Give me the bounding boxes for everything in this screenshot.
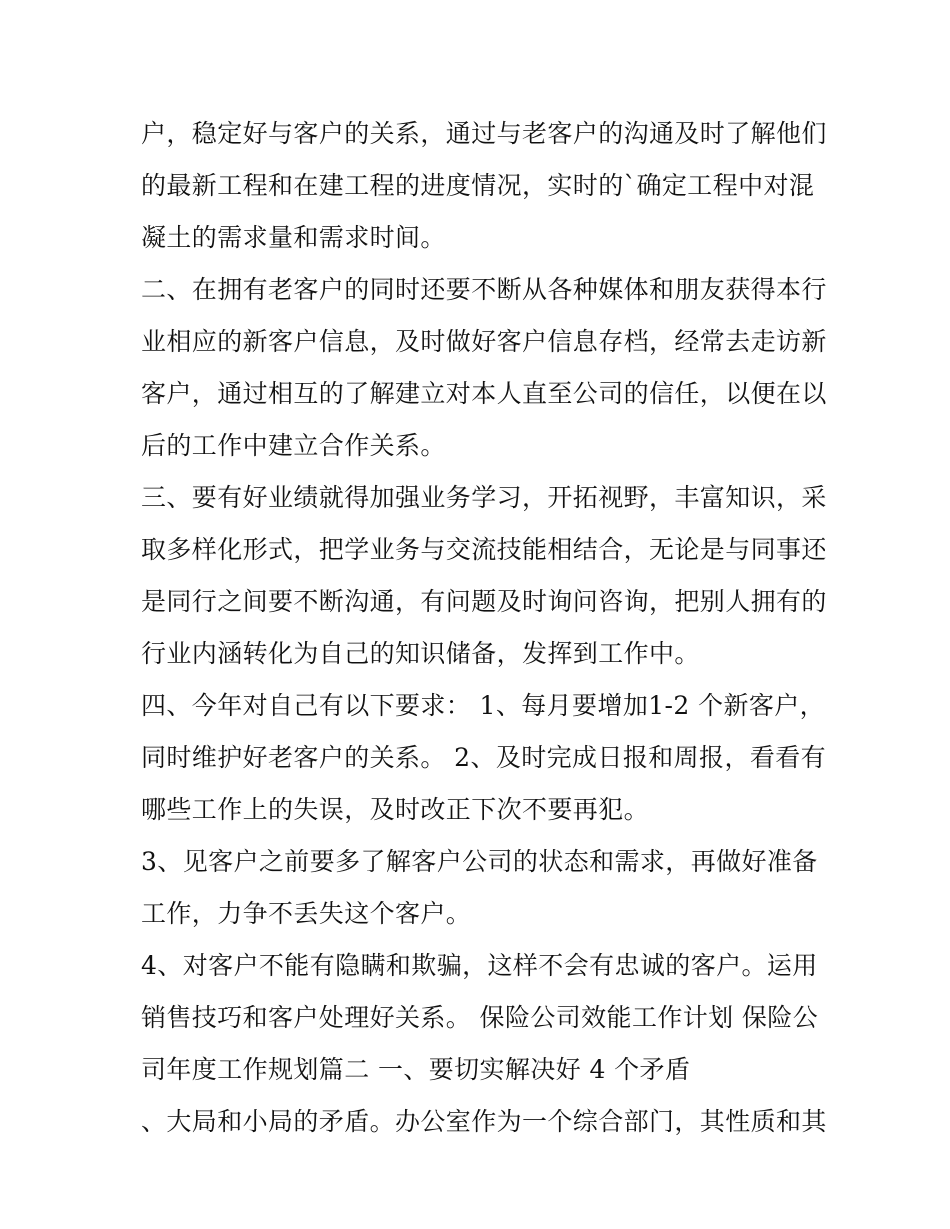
- text-line-7: 后的工作中建立合作关系。: [141, 431, 446, 460]
- text-line-15: 3、见客户之前要多了解客户公司的状态和需求，再做好准备: [141, 847, 818, 876]
- text-line-13: 同时维护好老客户的关系。 2、及时完成日报和周报，看看有: [141, 743, 827, 772]
- text-line-9: 取多样化形式，把学业务与交流技能相结合，无论是与同事还: [141, 535, 827, 564]
- text-line-11: 行业内涵转化为自己的知识储备，发挥到工作中。: [141, 639, 700, 668]
- text-line-14: 哪些工作上的失误，及时改正下次不要再犯。: [141, 795, 650, 824]
- text-line-8: 三、要有好业绩就得加强业务学习，开拓视野，丰富知识，采: [141, 483, 827, 512]
- text-line-12: 四、今年对自己有以下要求： 1、每月要增加1-2 个新客户，: [141, 691, 826, 720]
- text-line-3: 凝土的需求量和需求时间。: [141, 223, 446, 252]
- text-line-19: 司年度工作规划篇二 一、要切实解决好 4 个矛盾: [141, 1055, 691, 1084]
- text-line-5: 业相应的新客户信息，及时做好客户信息存档，经常去走访新: [141, 327, 827, 356]
- text-line-16: 工作，力争不丢失这个客户。: [141, 899, 472, 928]
- text-line-17: 4、对客户不能有隐瞒和欺骗，这样不会有忠诚的客户。运用: [141, 951, 818, 980]
- text-line-2: 的最新工程和在建工程的进度情况，实时的`确定工程中对混: [141, 171, 815, 200]
- text-line-1: 户，稳定好与客户的关系，通过与老客户的沟通及时了解他们: [141, 119, 827, 148]
- text-line-20: 、大局和小局的矛盾。办公室作为一个综合部门，其性质和其: [141, 1107, 827, 1136]
- text-line-10: 是同行之间要不断沟通，有问题及时询问咨询，把别人拥有的: [141, 587, 827, 616]
- text-line-18: 销售技巧和客户处理好关系。 保险公司效能工作计划 保险公: [141, 1003, 819, 1032]
- document-body: [141, 108, 827, 1148]
- text-line-6: 客户，通过相互的了解建立对本人直至公司的信任，以便在以: [141, 379, 827, 408]
- text-line-4: 二、在拥有老客户的同时还要不断从各种媒体和朋友获得本行: [141, 275, 827, 304]
